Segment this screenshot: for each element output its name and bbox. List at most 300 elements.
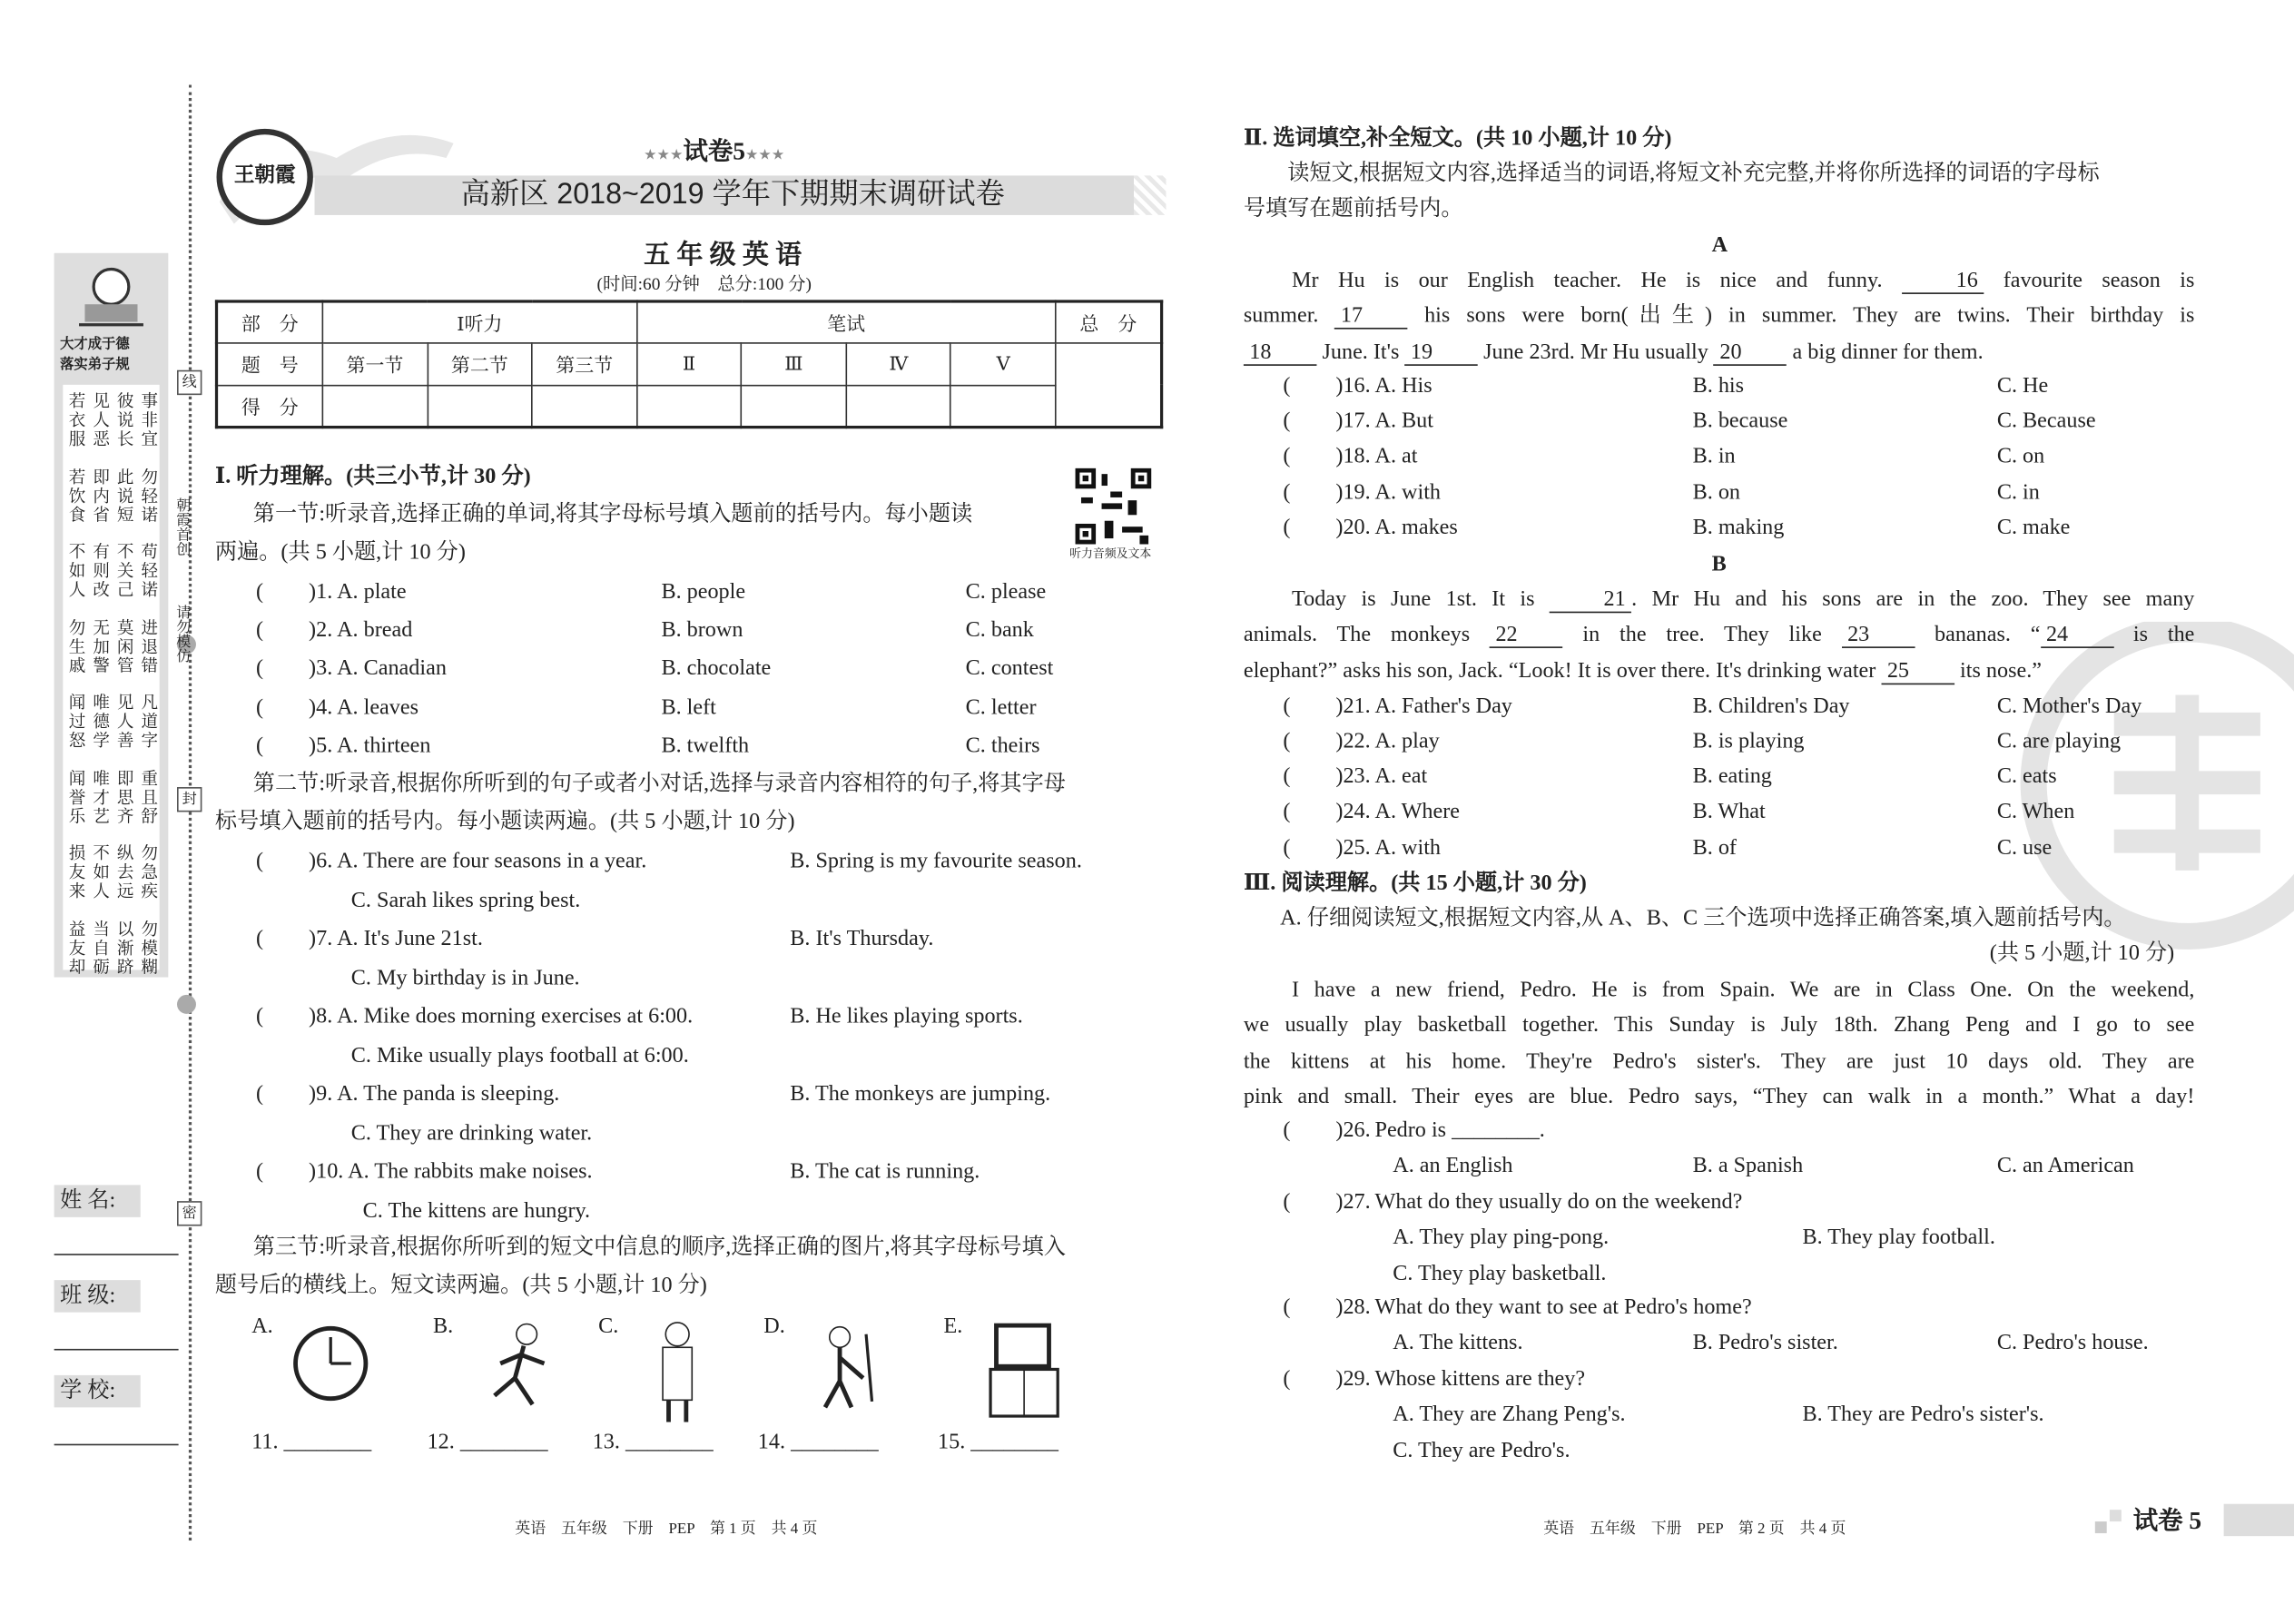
option-b: B. left — [661, 696, 716, 720]
option-c: C. eats — [1996, 764, 2057, 789]
answer-bracket-open[interactable]: ( — [256, 734, 264, 758]
title-band-pattern — [1134, 175, 1166, 215]
question-stem — [1335, 444, 1418, 468]
answer-bracket-close: ) — [309, 850, 317, 874]
option-a: A. thirteen — [337, 734, 431, 758]
answer-bracket-open[interactable]: ( — [256, 1005, 264, 1029]
subject-title: 五 年 级 英 语 — [644, 240, 802, 270]
option-a: A. There are four seasons in a year. — [337, 850, 647, 874]
answer-bracket-close: ) — [309, 656, 317, 681]
question-number: 5. — [316, 734, 333, 758]
answer-bracket-close: ) — [309, 580, 317, 605]
verse-line: 友如去急 — [68, 861, 166, 882]
answer-blank[interactable]: 25 — [1881, 661, 1954, 684]
answer-bracket-open[interactable]: ( — [1283, 374, 1291, 399]
name-label: 姓 名: — [54, 1185, 141, 1216]
qr-caption: 听力音频及文本 — [1069, 546, 1152, 561]
answer-bracket-open[interactable]: ( — [1283, 481, 1291, 506]
instruction: 标号填入题前的括号内。每小题读两遍。(共 5 小题,计 10 分) — [214, 810, 795, 834]
answer-bracket-close: ) — [1335, 800, 1344, 824]
option-b: B. Children's Day — [1692, 694, 1850, 719]
cell: Ⅰ听力 — [322, 301, 636, 344]
question-text: Whose kittens are they? — [1374, 1367, 1586, 1392]
question-stem — [1335, 1297, 1751, 1319]
option-c: C. are playing — [1996, 730, 2122, 753]
question-stem — [1335, 483, 1441, 505]
passage-line: the kittens at his home. They're Pedro's sister's. They are just 10 days old. They are — [1243, 1049, 2195, 1074]
option-a: A. They play ping-pong. — [1393, 1225, 1610, 1250]
passage-text: June 23rd. Mr Hu usually — [1478, 340, 1714, 364]
question-stem — [1335, 838, 1441, 860]
option-c: C. They are drinking water. — [350, 1122, 593, 1146]
option-c: C. please — [965, 580, 1047, 605]
option-a: A. with — [1374, 836, 1442, 861]
answer-blank[interactable]: 11. ________ — [251, 1431, 372, 1454]
score-cell[interactable] — [951, 385, 1056, 428]
option-a: A. The kittens. — [1393, 1332, 1523, 1355]
option-b: B. They are Pedro's sister's. — [1802, 1403, 2044, 1427]
passage-text: Mr Hu is our English teacher. He is nice and funny. — [1292, 269, 1903, 293]
answer-bracket-open[interactable]: ( — [1283, 694, 1291, 719]
passage-text: his sons were born(出生) in summer. They are twins. Their birthday is — [1408, 304, 2195, 329]
passage-line — [1244, 661, 2195, 684]
verse-line: 勿无莫进 — [68, 616, 166, 637]
question-stem — [1335, 376, 1432, 398]
total-score-cell[interactable] — [1056, 344, 1162, 428]
answer-bracket-open[interactable]: ( — [1283, 764, 1291, 789]
passage-line — [1244, 271, 2195, 294]
option-a: A. His — [1374, 374, 1433, 399]
binding-dotted-line — [189, 84, 192, 1540]
question-number: 7. — [316, 927, 333, 951]
option-b: B. The cat is running. — [790, 1159, 980, 1184]
sweeping-icon — [804, 1320, 886, 1425]
option-b: B. brown — [661, 618, 743, 643]
instruction: 读短文,根据短文内容,选择适当的词语,将短文补充完整,并将你所选择的词语的字母标 — [1287, 162, 2100, 186]
passage-text: June. It's — [1316, 340, 1405, 364]
cell: Ⅴ — [951, 344, 1056, 385]
question-number: 2. — [316, 618, 333, 643]
cell: 笔试 — [636, 301, 1055, 344]
answer-blank[interactable]: 14. ________ — [757, 1431, 879, 1454]
verse-line: 乐艺齐舒 — [68, 805, 166, 826]
option-c: C. Mother's Day — [1996, 694, 2142, 719]
verse-line: 益当以勿 — [68, 918, 166, 939]
verse-line: 饮内说轻 — [68, 485, 166, 506]
passage-text: in the tree. They like — [1562, 624, 1842, 647]
tv-icon — [985, 1320, 1067, 1425]
option-a: A. The rabbits make noises. — [348, 1159, 593, 1184]
question-stem — [1335, 732, 1439, 753]
logo: 王朝霞 — [217, 129, 313, 225]
question-stem — [1335, 802, 1460, 823]
verse-line: 食省短诺 — [68, 504, 166, 525]
stars-right: ★★★ — [744, 147, 785, 164]
score-cell[interactable] — [846, 385, 950, 428]
verse-line: 来人远疾 — [68, 881, 166, 901]
decor-square — [2095, 1521, 2107, 1533]
verse-line: 友自渐模 — [68, 937, 166, 958]
option-a: A. Father's Day — [1374, 694, 1512, 719]
qr-code[interactable] — [1076, 468, 1152, 545]
answer-blank[interactable]: 20 — [1714, 341, 1787, 365]
cell: 第一节 — [322, 344, 427, 385]
verse-line: 如则关轻 — [68, 560, 166, 581]
answer-blank[interactable]: 18 — [1244, 341, 1317, 365]
question-stem — [309, 851, 646, 873]
instruction: 第一节:听录音,选择正确的单词,将其字母标号填入题前的括号内。每小题读 — [252, 503, 973, 527]
option-c: C. Because — [1996, 409, 2096, 434]
answer-bracket-close: ) — [309, 696, 317, 720]
answer-bracket-open[interactable]: ( — [1283, 1367, 1291, 1392]
answer-bracket-open[interactable]: ( — [1283, 836, 1291, 861]
answer-bracket-open[interactable]: ( — [256, 1082, 264, 1107]
instruction: 两遍。(共 5 小题,计 10 分) — [214, 541, 466, 566]
verse-line: 怒学善字 — [68, 730, 166, 751]
answer-bracket-close: ) — [1335, 516, 1344, 540]
passage-line: pink and small. Their eyes are blue. Pedro says, “They can walk in a month.” What a day! — [1243, 1085, 2195, 1109]
option-b: B. on — [1692, 481, 1741, 506]
question-number: 17. — [1343, 409, 1371, 434]
answer-bracket-close: ) — [309, 618, 317, 643]
option-b: B. The monkeys are jumping. — [790, 1082, 1051, 1107]
answer-bracket-open[interactable]: ( — [1283, 1118, 1291, 1143]
section-heading: Ⅱ. 选词填空,补全短文。(共 10 小题,计 10 分) — [1243, 127, 1672, 151]
page-footer: 英语 五年级 下册 PEP 第 2 页 共 4 页 — [1543, 1521, 1846, 1538]
instruction: (共 5 小题,计 10 分) — [1989, 941, 2175, 966]
question-number: 8. — [316, 1005, 333, 1029]
option-a: A. Canadian — [337, 656, 447, 681]
running-boy-icon — [474, 1320, 556, 1425]
option-b: B. making — [1692, 516, 1785, 540]
option-a: A. They are Zhang Peng's. — [1393, 1403, 1626, 1427]
option-a: A. Where — [1374, 800, 1461, 824]
answer-blank[interactable]: 24 — [2041, 625, 2114, 649]
question-stem — [309, 698, 418, 720]
score-table — [215, 300, 1163, 428]
answer-bracket-open[interactable]: ( — [1283, 800, 1291, 824]
passage-line — [1244, 589, 2195, 613]
notice-text: 朝霞首创 — [172, 497, 189, 556]
verse-line: 不有不苟 — [68, 541, 166, 562]
option-c: C. an American — [1996, 1155, 2134, 1178]
section-heading: Ⅲ. 阅读理解。(共 15 小题,计 30 分) — [1243, 871, 1587, 896]
option-c: C. on — [1996, 444, 2045, 468]
question-number: 1. — [316, 580, 333, 605]
motto-line: 落实弟子规 — [60, 358, 130, 373]
option-b: B. Spring is my favourite season. — [790, 850, 1082, 874]
answer-bracket-close: ) — [1335, 764, 1344, 789]
answer-bracket-close: ) — [1335, 694, 1344, 719]
passage-text: elephant?” asks his son, Jack. “Look! It is over there. It's drinking water — [1243, 659, 1882, 683]
answer-bracket-close: ) — [1335, 730, 1344, 753]
answer-bracket-close: ) — [1335, 481, 1344, 506]
answer-bracket-close: ) — [1335, 444, 1344, 468]
answer-bracket-open[interactable]: ( — [256, 618, 264, 643]
option-c: C. letter — [965, 696, 1037, 720]
class-label: 班 级: — [54, 1280, 141, 1312]
passage-text: . Mr Hu and his sons are in the zoo. They see many — [1631, 587, 2195, 612]
option-b: B. He likes playing sports. — [790, 1005, 1023, 1029]
answer-bracket-open[interactable]: ( — [1283, 1190, 1291, 1215]
picture-label: D. — [763, 1314, 785, 1339]
score-cell[interactable] — [322, 385, 427, 428]
option-b: B. because — [1692, 409, 1788, 434]
question-stem — [309, 1007, 693, 1029]
cell: Ⅱ — [636, 344, 741, 385]
option-b: B. is playing — [1692, 730, 1805, 753]
answer-blank[interactable]: 23 — [1842, 625, 1915, 649]
answer-bracket-open[interactable]: ( — [256, 580, 264, 605]
passage-label: A — [1711, 233, 1728, 258]
answer-bracket-open[interactable]: ( — [256, 850, 264, 874]
score-cell[interactable] — [636, 385, 741, 428]
verse-line: 若见彼事 — [68, 390, 166, 411]
passage-text: a big dinner for them. — [1787, 340, 1984, 364]
answer-blank[interactable]: 13. ________ — [592, 1431, 714, 1454]
answer-bracket-close: ) — [1335, 1190, 1344, 1215]
answer-bracket-open[interactable]: ( — [1283, 409, 1291, 434]
answer-bracket-close: ) — [1335, 836, 1344, 861]
option-b: B. What — [1692, 800, 1766, 824]
page-footer: 英语 五年级 下册 PEP 第 1 页 共 4 页 — [515, 1521, 818, 1538]
question-number: 28. — [1343, 1295, 1371, 1320]
class-input[interactable] — [54, 1349, 179, 1351]
option-b: B. of — [1692, 836, 1737, 861]
option-c: C. contest — [965, 656, 1054, 681]
verse-line: 服恶长宜 — [68, 428, 166, 449]
question-number: 6. — [316, 850, 333, 874]
question-text: What do they want to see at Pedro's home? — [1374, 1295, 1752, 1320]
cell: 第三节 — [532, 344, 636, 385]
verse-line: 过德人道 — [68, 711, 166, 732]
answer-blank[interactable]: 22 — [1490, 625, 1563, 649]
motto-line: 大才成于德 — [60, 338, 130, 353]
picture-label: C. — [598, 1314, 619, 1339]
option-c: C. bank — [965, 618, 1034, 643]
answer-bracket-open[interactable]: ( — [256, 696, 264, 720]
option-b: B. people — [661, 580, 746, 605]
passage-text: is the — [2113, 624, 2195, 647]
question-number: 10. — [316, 1159, 344, 1184]
stars-left: ★★★ — [644, 147, 684, 164]
question-number: 25. — [1343, 836, 1371, 861]
instruction: 第三节:听录音,根据你所听到的短文中信息的顺序,选择正确的图片,将其字母标号填入 — [252, 1235, 1066, 1260]
answer-bracket-close: ) — [1335, 1367, 1344, 1392]
answer-bracket-open[interactable]: ( — [1283, 1295, 1291, 1320]
option-b: B. twelfth — [661, 734, 750, 758]
question-stem — [309, 582, 407, 604]
option-c: C. When — [1996, 800, 2075, 824]
option-c: C. theirs — [965, 734, 1040, 758]
cell: 部 分 — [217, 301, 323, 344]
option-a: A. It's June 21st. — [337, 927, 483, 951]
picture-label: E. — [943, 1314, 963, 1339]
answer-blank[interactable]: 15. ________ — [938, 1431, 1058, 1454]
question-stem — [1335, 696, 1512, 718]
passage-text: animals. The monkeys — [1243, 624, 1491, 647]
option-c: C. The kittens are hungry. — [362, 1199, 591, 1224]
option-c: C. in — [1996, 481, 2040, 506]
option-b: B. eating — [1692, 764, 1772, 789]
verse-line: 戚警管错 — [68, 655, 166, 675]
option-c: C. My birthday is in June. — [350, 967, 580, 991]
cell: 总 分 — [1056, 301, 1162, 344]
seal-mark: 线 — [177, 370, 202, 395]
verse-line: 闻唯见凡 — [68, 692, 166, 713]
option-b: B. Pedro's sister. — [1692, 1332, 1838, 1355]
question-number: 22. — [1343, 730, 1371, 753]
instruction: 题号后的横线上。短文读两遍。(共 5 小题,计 10 分) — [214, 1274, 707, 1298]
option-c: C. Sarah likes spring best. — [350, 889, 581, 913]
score-cell[interactable] — [742, 385, 846, 428]
question-number: 4. — [316, 696, 333, 720]
verse-line: 誉才思且 — [68, 786, 166, 807]
seal-logo-icon — [177, 995, 196, 1014]
verse-line: 衣人说非 — [68, 409, 166, 430]
school-label: 学 校: — [54, 1375, 141, 1407]
option-a: A. with — [1374, 481, 1442, 506]
option-a: A. an English — [1393, 1155, 1513, 1178]
option-c: C. He — [1996, 374, 2049, 399]
question-number: 9. — [316, 1082, 333, 1107]
question-stem — [1335, 1192, 1742, 1214]
option-b: B. It's Thursday. — [790, 927, 934, 951]
passage-line — [1244, 341, 2195, 365]
picture-label: A. — [251, 1314, 273, 1339]
passage-line: we usually play basketball together. This Sunday is July 18th. Zhang Peng and I go to see — [1243, 1014, 2195, 1038]
name-input[interactable] — [54, 1254, 179, 1255]
option-c: C. make — [1996, 516, 2071, 540]
option-a: A. But — [1374, 409, 1433, 434]
verse-line: 损不纵勿 — [68, 842, 166, 863]
exam-title: 高新区 2018~2019 学年下期期末调研试卷 — [460, 178, 1005, 212]
doctor-icon — [639, 1320, 721, 1425]
cell: 题 号 — [217, 344, 323, 385]
corner-badge: 试卷 5 — [2132, 1506, 2202, 1535]
score-cell[interactable] — [532, 385, 636, 428]
question-number: 26. — [1343, 1118, 1371, 1143]
option-a: A. The panda is sleeping. — [337, 1082, 560, 1107]
passage-line — [1244, 306, 2195, 330]
question-number: 21. — [1343, 694, 1371, 719]
question-stem — [309, 1084, 559, 1106]
answer-bracket-close: ) — [309, 927, 317, 951]
answer-bracket-open[interactable]: ( — [256, 927, 264, 951]
option-b: B. a Spanish — [1692, 1155, 1804, 1178]
passage-text: bananas. “ — [1915, 624, 2041, 647]
passage-text: Today is June 1st. It is — [1292, 587, 1550, 612]
question-stem — [309, 658, 447, 680]
option-a: A. plate — [337, 580, 407, 605]
notice-text: 请勿模仿 — [172, 604, 189, 664]
option-a: A. Mike does morning exercises at 6:00. — [337, 1005, 694, 1029]
option-b: B. his — [1692, 374, 1745, 399]
option-a: A. eat — [1374, 764, 1428, 789]
answer-bracket-close: ) — [309, 734, 317, 758]
question-number: 24. — [1343, 800, 1371, 824]
question-stem — [309, 736, 430, 758]
answer-bracket-open[interactable]: ( — [256, 656, 264, 681]
clock-icon — [292, 1320, 374, 1425]
answer-bracket-open[interactable]: ( — [256, 1159, 264, 1184]
question-stem — [309, 929, 483, 950]
passage-label: B — [1711, 553, 1727, 576]
answer-bracket-close: ) — [309, 1082, 317, 1107]
question-text: Pedro is ________. — [1374, 1118, 1545, 1143]
answer-blank[interactable]: 16 — [1902, 271, 1984, 294]
answer-bracket-close: ) — [309, 1005, 317, 1029]
cell: 第二节 — [428, 344, 532, 385]
verse-line: 却砺跻糊 — [68, 956, 166, 977]
answer-blank[interactable]: 17 — [1334, 306, 1408, 330]
answer-bracket-close: ) — [1335, 374, 1344, 399]
score-cell[interactable] — [428, 385, 532, 428]
question-number: 27. — [1343, 1190, 1371, 1215]
answer-bracket-close: ) — [1335, 409, 1344, 434]
series-label — [644, 137, 785, 166]
option-c: C. They play basketball. — [1393, 1262, 1607, 1285]
answer-bracket-open[interactable]: ( — [1283, 444, 1291, 468]
scholar-illustration-icon — [74, 261, 150, 334]
question-number: 29. — [1343, 1367, 1371, 1392]
question-number: 20. — [1343, 516, 1371, 540]
answer-bracket-open[interactable]: ( — [1283, 516, 1291, 540]
question-stem — [309, 620, 412, 642]
cell: Ⅳ — [846, 344, 950, 385]
answer-blank[interactable]: 12. ________ — [427, 1431, 548, 1454]
question-stem — [1335, 766, 1427, 788]
answer-bracket-close: ) — [1335, 1118, 1344, 1143]
answer-blank[interactable]: 19 — [1404, 341, 1478, 365]
question-stem — [1335, 1120, 1544, 1142]
option-a: A. bread — [337, 618, 413, 643]
answer-bracket-close: ) — [309, 1159, 317, 1184]
option-a: A. leaves — [337, 696, 419, 720]
verse-line: 人改己诺 — [68, 579, 166, 600]
passage-line — [1244, 625, 2195, 649]
question-number: 19. — [1343, 481, 1371, 506]
question-stem — [1335, 1369, 1585, 1391]
question-stem — [1335, 411, 1433, 433]
seal-mark: 封 — [177, 787, 202, 812]
instruction: A. 仔细阅读短文,根据短文内容,从 A、B、C 三个选项中选择正确答案,填入题前括号内。 — [1280, 907, 2126, 930]
passage-text: favourite season is — [1984, 269, 2195, 293]
option-a: A. makes — [1374, 516, 1458, 540]
answer-bracket-open[interactable]: ( — [1283, 730, 1291, 753]
question-stem — [309, 1159, 593, 1184]
question-stem — [1335, 518, 1457, 540]
decor-square — [2110, 1510, 2122, 1521]
option-a: A. at — [1374, 444, 1418, 468]
series-title: 试卷5 — [683, 137, 745, 166]
school-input[interactable] — [54, 1444, 179, 1446]
question-number: 16. — [1343, 374, 1371, 399]
passage-text: its nose.” — [1954, 659, 2042, 683]
picture-label: B. — [433, 1314, 454, 1339]
passage-text: summer. — [1243, 304, 1335, 329]
option-c: C. Pedro's house. — [1996, 1332, 2149, 1355]
answer-blank[interactable]: 21 — [1550, 589, 1631, 613]
section-heading: Ⅰ. 听力理解。(共三小节,计 30 分) — [214, 465, 531, 489]
seal-mark: 密 — [177, 1201, 202, 1225]
answer-bracket-close: ) — [1335, 1295, 1344, 1320]
question-number: 3. — [316, 656, 333, 681]
option-b: B. chocolate — [661, 656, 772, 681]
cell: Ⅲ — [742, 344, 846, 385]
exam-meta: (时间:60 分钟 总分:100 分) — [596, 273, 812, 294]
option-c: C. They are Pedro's. — [1393, 1439, 1570, 1462]
